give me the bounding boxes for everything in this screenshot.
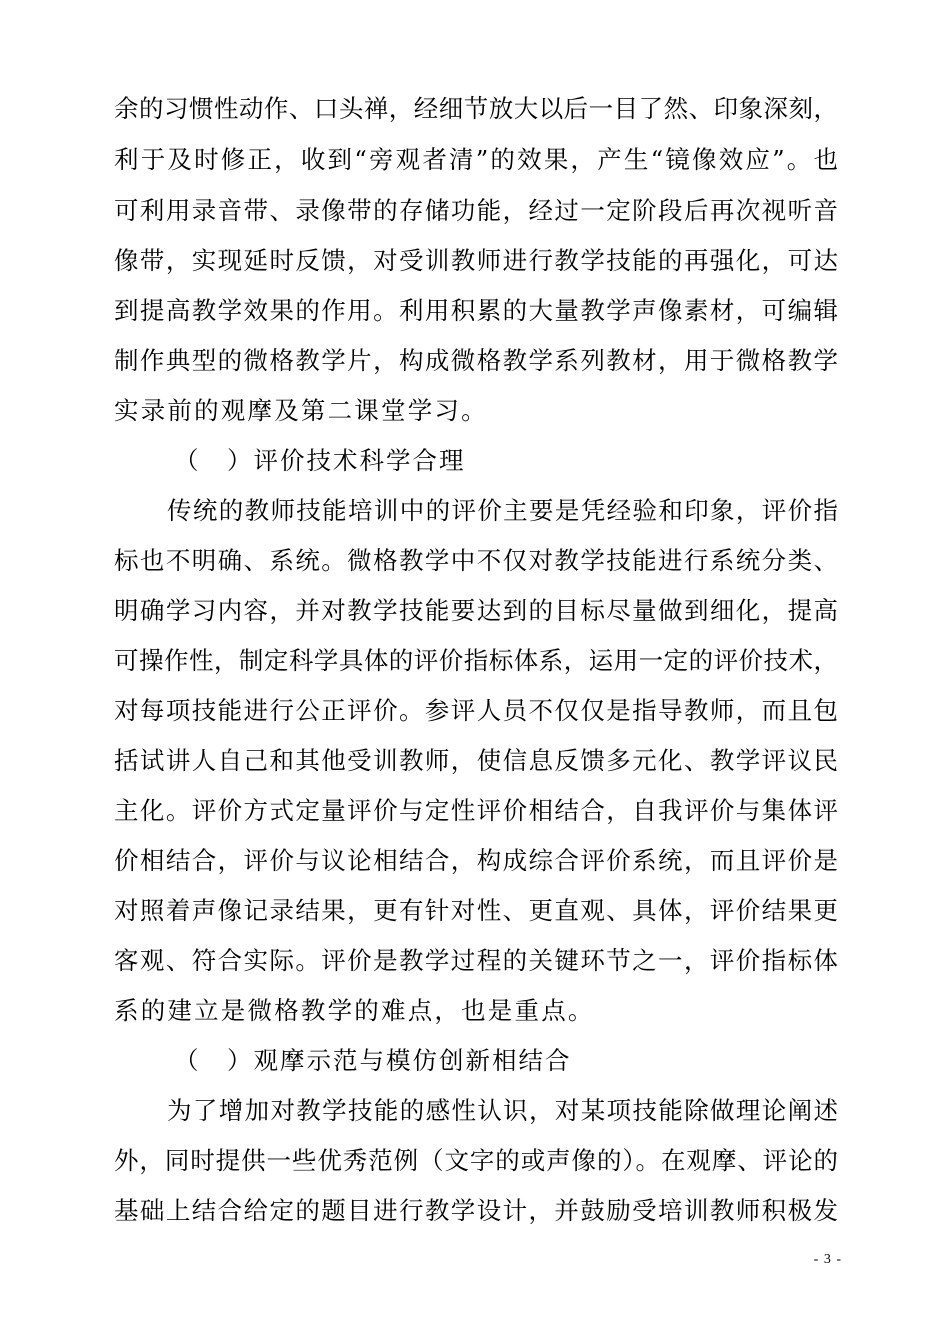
- text-line: 系的建立是微格教学的难点，也是重点。: [114, 996, 595, 1025]
- text-line: 标也不明确、系统。微格教学中不仅对教学技能进行系统分类、: [114, 546, 838, 575]
- text-line: 对照着声像记录结果，更有针对性、更直观、具体，评价结果更: [114, 896, 838, 925]
- text-line: 可利用录音带、录像带的存储功能，经过一定阶段后再次视听音: [114, 196, 838, 225]
- section-heading: （ ）观摩示范与模仿创新相结合: [174, 1046, 572, 1075]
- text-line: 像带，实现延时反馈，对受训教师进行教学技能的再强化，可达: [114, 246, 838, 275]
- page-number: - 3 -: [813, 1252, 842, 1267]
- text-line: 价相结合，评价与议论相结合，构成综合评价系统，而且评价是: [114, 846, 838, 875]
- text-line: 括试讲人自己和其他受训教师，使信息反馈多元化、教学评议民: [114, 746, 838, 775]
- text-line: 明确学习内容，并对教学技能要达到的目标尽量做到细化，提高: [114, 596, 838, 625]
- text-line: 实录前的观摩及第二课堂学习。: [114, 396, 488, 425]
- paragraph-first-line: 为了增加对教学技能的感性认识，对某项技能除做理论阐述: [167, 1096, 838, 1125]
- text-line: 客观、符合实际。评价是教学过程的关键环节之一，评价指标体: [114, 946, 838, 975]
- text-line: 制作典型的微格教学片，构成微格教学系列教材，用于微格教学: [114, 346, 838, 375]
- text-line: 余的习惯性动作、口头禅，经细节放大以后一目了然、印象深刻，: [114, 94, 838, 123]
- text-line: 基础上结合给定的题目进行教学设计，并鼓励受培训教师积极发: [114, 1196, 838, 1225]
- text-line: 到提高教学效果的作用。利用积累的大量教学声像素材，可编辑: [114, 296, 838, 325]
- paragraph-first-line: 传统的教师技能培训中的评价主要是凭经验和印象，评价指: [167, 496, 838, 525]
- text-line: 外，同时提供一些优秀范例（文字的或声像的）。在观摩、评论的: [114, 1146, 838, 1175]
- text-line: 可操作性，制定科学具体的评价指标体系，运用一定的评价技术，: [114, 646, 838, 675]
- text-line: 主化。评价方式定量评价与定性评价相结合，自我评价与集体评: [114, 796, 838, 825]
- text-line: 对每项技能进行公正评价。参评人员不仅仅是指导教师，而且包: [114, 696, 838, 725]
- text-line: 利于及时修正，收到“旁观者清”的效果，产生“镜像效应”。也: [114, 145, 838, 174]
- section-heading: （ ）评价技术科学合理: [174, 446, 466, 475]
